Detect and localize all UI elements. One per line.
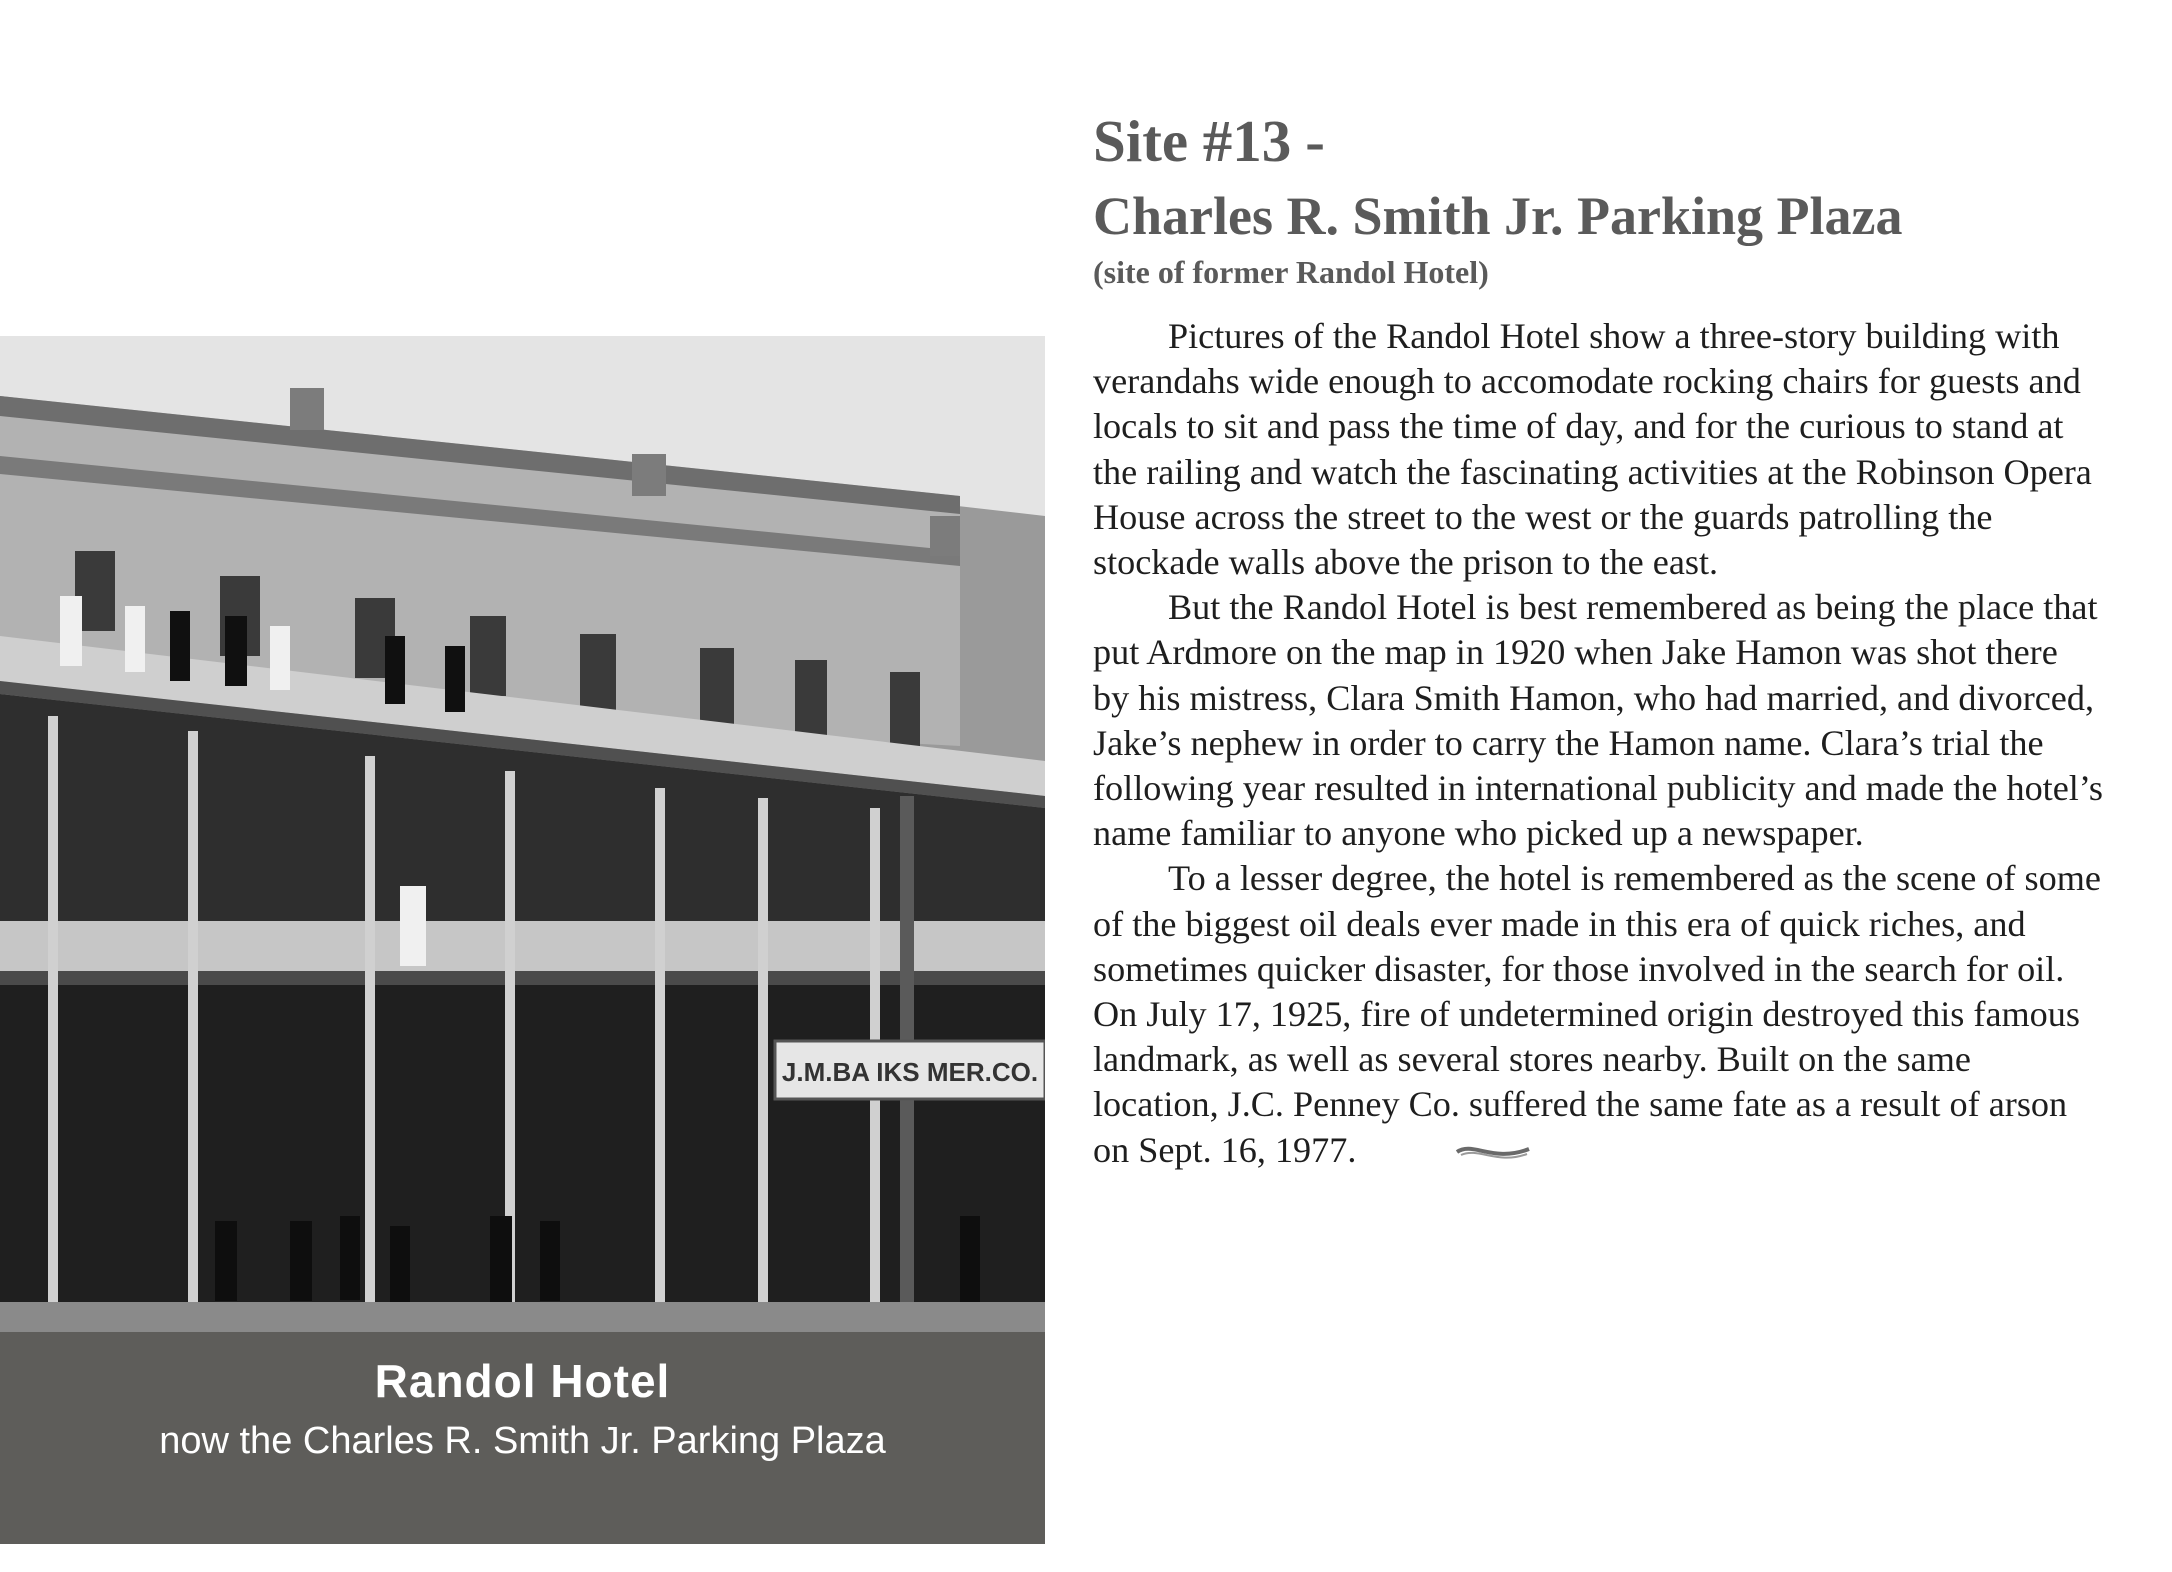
heading-dash: - bbox=[1305, 108, 1325, 174]
caption-title: Randol Hotel bbox=[374, 1355, 671, 1407]
former-site-note: (site of former Randol Hotel) bbox=[1093, 254, 1489, 290]
paragraph-1: Pictures of the Randol Hotel show a three-story building with verandahs wide enough to accomodate rocking chairs for guests and locals to sit and pass the time of day, and for the curious to stand at the railing and watch the fascinating activities at the Robinson Opera House across the street to the west or the guards patrolling the stockade walls above the prison to the east. bbox=[1093, 316, 2092, 583]
paragraph-2: But the Randol Hotel is best remembered as being the place that put Ardmore on the map in 1920 when Jake Hamon was shot there by his mistress, Clara Smith Hamon, who had married, and divorced, Jake’s nephew in order to carry the Hamon name. Clara’s trial the following year resulted in international publicity and made the hotel’s name familiar to anyone who picked up a newspaper. bbox=[1093, 587, 2103, 854]
site-name-heading: Charles R. Smith Jr. Parking Plaza bbox=[1093, 186, 1903, 246]
paragraph-3-text: To a lesser degree, the hotel is remembered as the scene of some of the biggest oil deals ever made in this era of quick riches, and sometimes quicker disaster, for those involved in the search for oil. On July 17, 1925, fire of undetermined origin destroyed this famous landmark, as well as several stores nearby. Built on the same location, J.C. Penney Co. suffered the same fate as a result of arson on Sept. 16, 1977. bbox=[1093, 858, 2101, 1170]
photo-caption bbox=[0, 1332, 1045, 1544]
caption-subtitle: now the Charles R. Smith Jr. Parking Plaza bbox=[159, 1420, 886, 1462]
store-sign-text: J.M.BA IKS MER.CO. bbox=[781, 1057, 1039, 1087]
site-number: Site #13 bbox=[1093, 108, 1292, 174]
randol-hotel-photo bbox=[0, 336, 1045, 1332]
paragraph-3 bbox=[1093, 856, 2103, 1176]
site-number-heading bbox=[1093, 108, 2103, 174]
hotel-illustration bbox=[0, 336, 1045, 1332]
article-body bbox=[1093, 314, 2103, 1176]
photo-panel bbox=[0, 336, 1045, 1544]
article-text-column bbox=[1093, 108, 2103, 1176]
end-ornament-icon bbox=[1378, 1131, 1533, 1176]
